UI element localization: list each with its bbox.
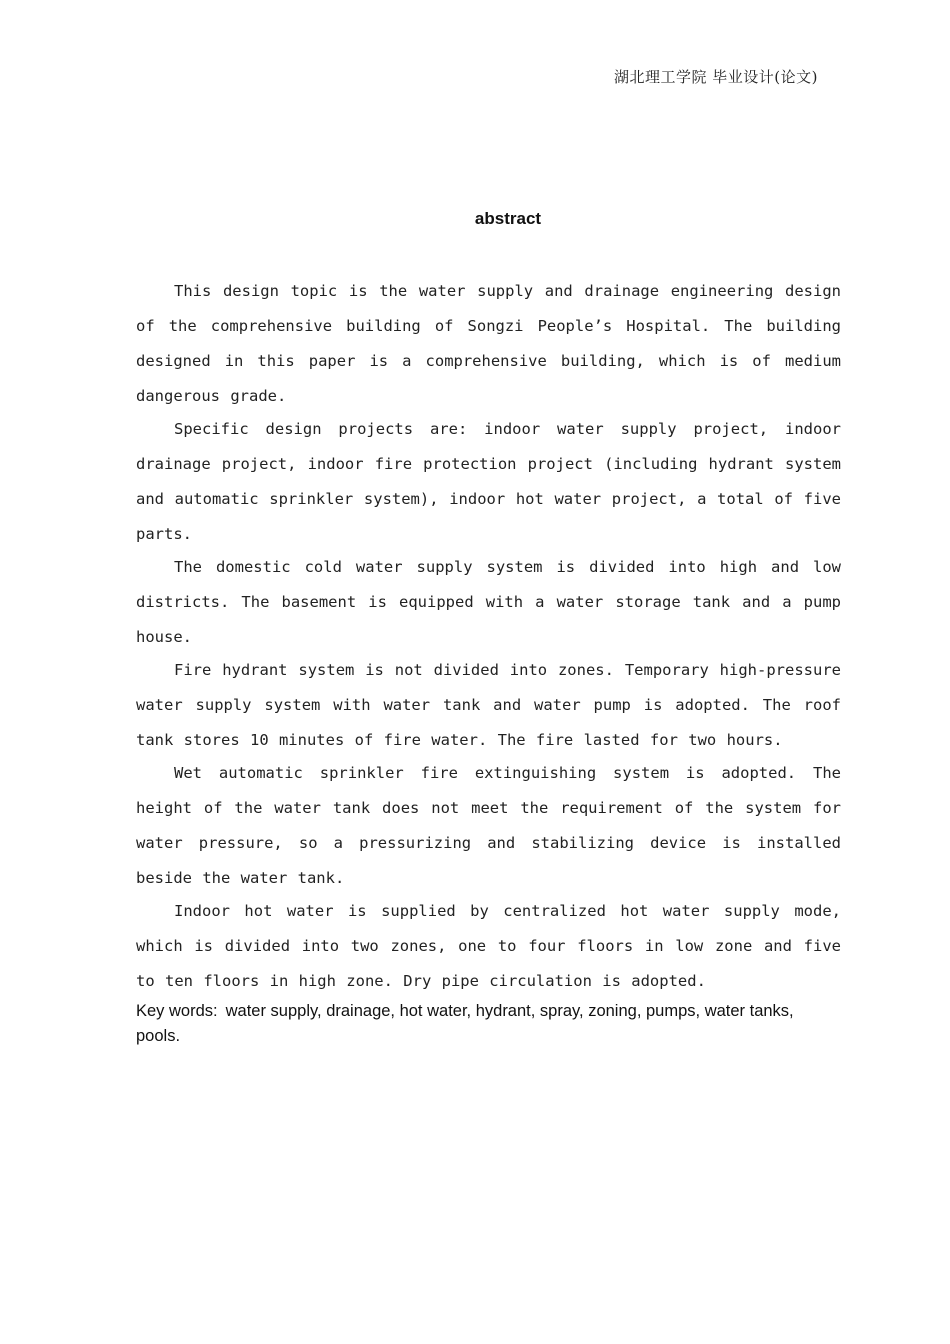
abstract-body [136, 274, 841, 1049]
keywords-line [136, 999, 841, 1049]
keywords-text: water supply, drainage, hot water, hydrant, spray, zoning, pumps, water tanks, pools. [136, 1002, 794, 1045]
abstract-paragraph-5: Wet automatic sprinkler fire extinguishing system is adopted. The height of the water tank does not meet the requirement of the system for water pressure, so a pressurizing and stabilizing device is installed beside the water tank. [136, 764, 841, 887]
abstract-paragraph-3: The domestic cold water supply system is divided into high and low districts. The basement is equipped with a water storage tank and a pump house. [136, 558, 841, 646]
abstract-paragraph-2: Specific design projects are: indoor water supply project, indoor drainage project, indoor fire protection project (including hydrant system and automatic sprinkler system), indoor hot water project, a total of five parts. [136, 420, 841, 543]
abstract-paragraph-4: Fire hydrant system is not divided into zones. Temporary high-pressure water supply system with water tank and water pump is adopted. The roof tank stores 10 minutes of fire water. The fire lasted for two hours. [136, 661, 841, 749]
abstract-paragraph-1: This design topic is the water supply and drainage engineering design of the comprehensive building of Songzi People’s Hospital. The building designed in this paper is a comprehensive building, which is of medium dangerous grade. [136, 282, 841, 405]
abstract-title: abstract [474, 209, 542, 228]
page-header: 湖北理工学院 毕业设计(论文) [614, 68, 818, 86]
abstract-paragraph-6: Indoor hot water is supplied by centralized hot water supply mode, which is divided into two zones, one to four floors in low zone and five to ten floors in high zone. Dry pipe circulation is adopted. [136, 902, 841, 990]
keywords-label: Key words: [136, 1002, 218, 1020]
